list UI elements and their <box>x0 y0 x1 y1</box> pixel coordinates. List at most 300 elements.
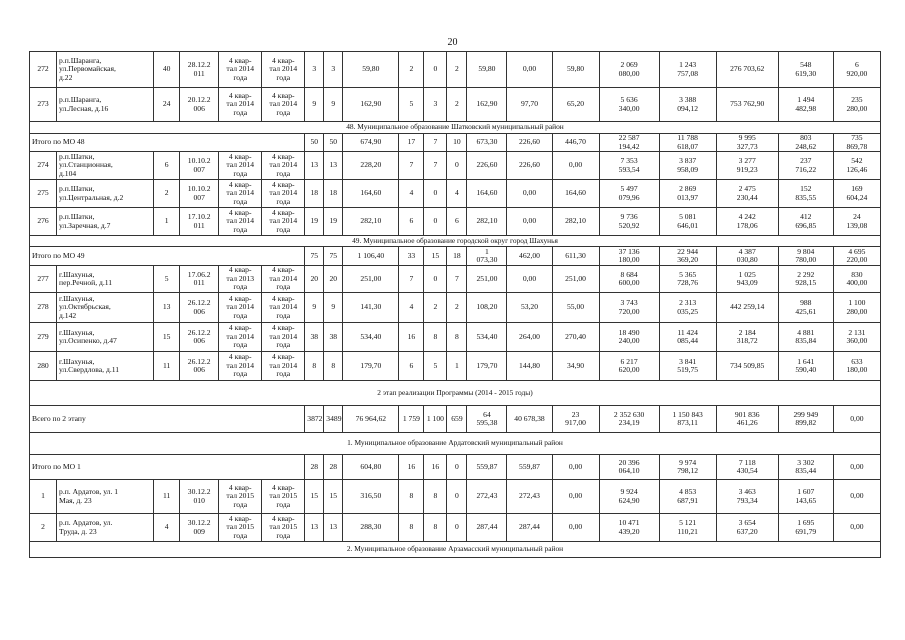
section-header-row <box>30 381 881 406</box>
table-cell: 162,90 <box>343 88 399 122</box>
table-cell: 3 743 720,00 <box>599 293 659 323</box>
table-cell: 0,00 <box>507 180 552 208</box>
address-cell: г.Шахунья, ул.Октябрьская, д.142 <box>57 293 154 323</box>
table-cell: 30.12.2 010 <box>180 480 219 514</box>
table-cell: 5 497 079,96 <box>599 180 659 208</box>
table-cell: 164,60 <box>467 180 507 208</box>
table-cell: 280 <box>30 352 57 381</box>
table-cell: 33 <box>399 247 424 266</box>
table-cell: 251,00 <box>552 266 599 293</box>
table-cell: 0,00 <box>507 52 552 88</box>
table-cell: 442 259,14 <box>716 293 778 323</box>
table-cell: 4 квар- тал 2014 года <box>262 52 305 88</box>
total-label: Итого по МО 48 <box>30 134 305 152</box>
table-cell: 272,43 <box>467 480 507 514</box>
table-cell: 28 <box>324 455 343 480</box>
table-cell: 4 квар- тал 2015 года <box>219 480 262 514</box>
table-cell: 8 684 600,00 <box>599 266 659 293</box>
table-cell: 141,30 <box>343 293 399 323</box>
table-cell: 10 <box>447 134 467 152</box>
table-cell: 38 <box>305 323 324 352</box>
table-cell: 108,20 <box>467 293 507 323</box>
table-cell: 446,70 <box>552 134 599 152</box>
table-cell: 753 762,90 <box>716 88 778 122</box>
table-cell: 30.12.2 009 <box>180 514 219 542</box>
table-cell: 272,43 <box>507 480 552 514</box>
table-cell: 16 <box>399 323 424 352</box>
table-cell: 17.06.2 011 <box>180 266 219 293</box>
table-cell: 735 869,78 <box>833 134 880 152</box>
table-cell: 4 квар- тал 2014 года <box>219 52 262 88</box>
table-cell: 76 964,62 <box>343 406 399 433</box>
table-cell: 3 463 793,34 <box>716 480 778 514</box>
table-cell: 6 <box>154 152 180 180</box>
page-number: 20 <box>447 37 458 48</box>
address-cell: р.п.Шаранга, ул.Лесная, д.16 <box>57 88 154 122</box>
section-header-row <box>30 433 881 455</box>
table-cell: 548 619,30 <box>778 52 833 88</box>
table-cell: 3 <box>324 52 343 88</box>
table-cell: 5 365 728,76 <box>659 266 716 293</box>
table-cell: 2 <box>154 180 180 208</box>
table-cell: 5 <box>424 352 447 381</box>
table-cell: 273 <box>30 88 57 122</box>
table-cell: 23 917,00 <box>552 406 599 433</box>
table-body <box>30 52 881 558</box>
table-cell: 0,00 <box>507 266 552 293</box>
table-cell: 7 <box>447 266 467 293</box>
table-cell: 18 <box>324 180 343 208</box>
table-cell: 40 <box>154 52 180 88</box>
section-title: 2. Муниципальное образование Арзамасский муниципальный район <box>30 542 881 558</box>
table-row <box>30 180 881 208</box>
table-cell: 2 131 360,00 <box>833 323 880 352</box>
table-cell: 8 <box>399 514 424 542</box>
table-row <box>30 480 881 514</box>
table-cell: 50 <box>305 134 324 152</box>
table-cell: 282,10 <box>343 208 399 236</box>
table-cell: 7 <box>399 266 424 293</box>
table-cell: 3 654 637,20 <box>716 514 778 542</box>
table-cell: 299 949 899,82 <box>778 406 833 433</box>
table-cell: 279 <box>30 323 57 352</box>
table-cell: 278 <box>30 293 57 323</box>
table-cell: 8 <box>399 480 424 514</box>
table-cell: 97,70 <box>507 88 552 122</box>
table-cell: 288,30 <box>343 514 399 542</box>
table-cell: 0 <box>447 455 467 480</box>
table-cell: 9 <box>324 293 343 323</box>
table-cell: 22 587 194,42 <box>599 134 659 152</box>
table-cell: 237 716,22 <box>778 152 833 180</box>
table-cell: 152 835,55 <box>778 180 833 208</box>
section-header-row <box>30 122 881 134</box>
table-row <box>30 152 881 180</box>
table-cell: 10.10.2 007 <box>180 180 219 208</box>
table-cell: 901 836 461,26 <box>716 406 778 433</box>
table-cell: 674,90 <box>343 134 399 152</box>
table-cell: 18 <box>447 247 467 266</box>
table-cell: 4 квар- тал 2014 года <box>219 352 262 381</box>
table-cell: 38 <box>324 323 343 352</box>
table-cell: 3 837 958,09 <box>659 152 716 180</box>
address-cell: р.п.Шатки, ул.Центральная, д.2 <box>57 180 154 208</box>
table-cell: 5 636 340,00 <box>599 88 659 122</box>
table-cell: 2 184 318,72 <box>716 323 778 352</box>
table-cell: 24 <box>154 88 180 122</box>
table-cell: 0,00 <box>552 514 599 542</box>
table-cell: 22 944 369,20 <box>659 247 716 266</box>
table-cell: 1 025 943,09 <box>716 266 778 293</box>
table-cell: 34,90 <box>552 352 599 381</box>
table-cell: 2 352 630 234,19 <box>599 406 659 433</box>
table-cell: 59,80 <box>552 52 599 88</box>
table-cell: 0,00 <box>833 406 880 433</box>
table-cell: 4 квар- тал 2015 года <box>262 480 305 514</box>
table-cell: 9 <box>305 293 324 323</box>
table-row <box>30 293 881 323</box>
table-cell: 179,70 <box>343 352 399 381</box>
table-cell: 8 <box>305 352 324 381</box>
table-cell: 17 <box>399 134 424 152</box>
table-cell: 0,00 <box>552 455 599 480</box>
table-cell: 15 <box>154 323 180 352</box>
table-cell: 282,10 <box>552 208 599 236</box>
table-cell: 251,00 <box>343 266 399 293</box>
table-cell: 11 <box>154 352 180 381</box>
total-label: Всего по 2 этапу <box>30 406 305 433</box>
table-cell: 179,70 <box>467 352 507 381</box>
table-cell: 1 243 757,08 <box>659 52 716 88</box>
table-cell: 2 <box>424 293 447 323</box>
table-cell: 75 <box>305 247 324 266</box>
address-cell: р.п.Шатки, ул.Заречная, д.7 <box>57 208 154 236</box>
table-cell: 1 494 482,98 <box>778 88 833 122</box>
table-cell: 2 869 013,97 <box>659 180 716 208</box>
table-cell: 264,00 <box>507 323 552 352</box>
table-cell: 20 396 064,10 <box>599 455 659 480</box>
table-cell: 8 <box>324 352 343 381</box>
table-cell: 5 <box>399 88 424 122</box>
table-cell: 988 425,61 <box>778 293 833 323</box>
table-cell: 1 641 590,40 <box>778 352 833 381</box>
total-label: Итого по МО 49 <box>30 247 305 266</box>
table-cell: 8 <box>424 323 447 352</box>
table-cell: 65,20 <box>552 88 599 122</box>
table-cell: 13 <box>154 293 180 323</box>
address-cell: г.Шахунья, ул.Свердлова, д.11 <box>57 352 154 381</box>
table-cell: 18 <box>305 180 324 208</box>
table-cell: 734 509,85 <box>716 352 778 381</box>
table-cell: 1 100 280,00 <box>833 293 880 323</box>
table-cell: 287,44 <box>467 514 507 542</box>
table-cell: 282,10 <box>467 208 507 236</box>
table-cell: 3489 <box>324 406 343 433</box>
address-cell: г.Шахунья, ул.Осипенко, д.47 <box>57 323 154 352</box>
table-cell: 2 <box>447 88 467 122</box>
table-row <box>30 323 881 352</box>
table-cell: 20.12.2 006 <box>180 88 219 122</box>
table-cell: 803 248,62 <box>778 134 833 152</box>
table-cell: 5 081 646,01 <box>659 208 716 236</box>
total-label: Итого по МО 1 <box>30 455 305 480</box>
table-cell: 9 736 520,92 <box>599 208 659 236</box>
section-header-row <box>30 542 881 558</box>
table-cell: 604,80 <box>343 455 399 480</box>
table-cell: 534,40 <box>467 323 507 352</box>
table-cell: 15 <box>305 480 324 514</box>
table-cell: 18 490 240,00 <box>599 323 659 352</box>
table-cell: 6 <box>399 208 424 236</box>
table-cell: 1 <box>154 208 180 236</box>
table-cell: 226,60 <box>467 152 507 180</box>
table-cell: 0,00 <box>833 480 880 514</box>
table-cell: 164,60 <box>552 180 599 208</box>
table-cell: 15 <box>324 480 343 514</box>
table-row <box>30 514 881 542</box>
table-cell: 270,40 <box>552 323 599 352</box>
table-cell: 0,00 <box>552 152 599 180</box>
table-cell: 277 <box>30 266 57 293</box>
table-cell: 11 <box>154 480 180 514</box>
housing-program-table <box>29 51 881 558</box>
table-cell: 13 <box>305 514 324 542</box>
table-cell: 4 квар- тал 2014 года <box>219 180 262 208</box>
table-cell: 228,20 <box>343 152 399 180</box>
section-title: 1. Муниципальное образование Ардатовский муниципальный район <box>30 433 881 455</box>
table-cell: 4 квар- тал 2013 года <box>219 266 262 293</box>
table-cell: 4 квар- тал 2014 года <box>262 208 305 236</box>
table-cell: 1 759 <box>399 406 424 433</box>
table-cell: 4 квар- тал 2015 года <box>219 514 262 542</box>
table-cell: 542 126,46 <box>833 152 880 180</box>
table-cell: 26.12.2 006 <box>180 323 219 352</box>
table-cell: 3 277 919,23 <box>716 152 778 180</box>
table-cell: 4 квар- тал 2014 года <box>219 88 262 122</box>
table-cell: 37 136 180,00 <box>599 247 659 266</box>
table-cell: 1 <box>447 352 467 381</box>
table-cell: 4 387 030,80 <box>716 247 778 266</box>
table-cell: 164,60 <box>343 180 399 208</box>
table-cell: 673,30 <box>467 134 507 152</box>
table-cell: 9 804 780,00 <box>778 247 833 266</box>
total-row <box>30 247 881 266</box>
table-cell: 6 920,00 <box>833 52 880 88</box>
table-cell: 534,40 <box>343 323 399 352</box>
address-cell: р.п.Шатки, ул.Станционная, д.104 <box>57 152 154 180</box>
table-cell: 40 678,38 <box>507 406 552 433</box>
table-cell: 8 <box>447 323 467 352</box>
table-cell: 20 <box>305 266 324 293</box>
table-cell: 276 <box>30 208 57 236</box>
total-row <box>30 134 881 152</box>
table-cell: 19 <box>324 208 343 236</box>
table-cell: 13 <box>324 152 343 180</box>
table-cell: 9 974 798,12 <box>659 455 716 480</box>
table-cell: 4 242 178,06 <box>716 208 778 236</box>
table-cell: 1 150 843 873,11 <box>659 406 716 433</box>
table-cell: 10.10.2 007 <box>180 152 219 180</box>
table-cell: 0,00 <box>833 455 880 480</box>
table-cell: 633 180,00 <box>833 352 880 381</box>
table-cell: 24 139,08 <box>833 208 880 236</box>
section-title: 49. Муниципальное образование городской округ город Шахунья <box>30 236 881 247</box>
table-cell: 2 292 928,15 <box>778 266 833 293</box>
table-cell: 0 <box>424 52 447 88</box>
table-cell: 2 <box>447 52 467 88</box>
address-cell: р.п. Ардатов, ул. 1 Мая, д. 23 <box>57 480 154 514</box>
table-cell: 2 <box>447 293 467 323</box>
section-header-row <box>30 236 881 247</box>
table-cell: 0 <box>447 514 467 542</box>
table-cell: 3 302 835,44 <box>778 455 833 480</box>
table-cell: 4 квар- тал 2014 года <box>262 323 305 352</box>
table-cell: 226,60 <box>507 134 552 152</box>
table-cell: 75 <box>324 247 343 266</box>
table-cell: 6 217 620,00 <box>599 352 659 381</box>
table-cell: 3 <box>424 88 447 122</box>
address-cell: р.п.Шаранга, ул.Первомайская, д.22 <box>57 52 154 88</box>
table-cell: 0,00 <box>552 480 599 514</box>
table-cell: 287,44 <box>507 514 552 542</box>
table-cell: 276 703,62 <box>716 52 778 88</box>
table-cell: 1 106,40 <box>343 247 399 266</box>
table-cell: 9 <box>324 88 343 122</box>
address-cell: г.Шахунья, пер.Речной, д.11 <box>57 266 154 293</box>
table-cell: 4 квар- тал 2015 года <box>262 514 305 542</box>
table-cell: 8 <box>424 514 447 542</box>
table-cell: 559,87 <box>507 455 552 480</box>
table-cell: 1 073,30 <box>467 247 507 266</box>
table-cell: 64 595,38 <box>467 406 507 433</box>
table-cell: 0 <box>447 152 467 180</box>
table-cell: 659 <box>447 406 467 433</box>
table-cell: 5 121 110,21 <box>659 514 716 542</box>
address-cell: р.п. Ардатов, ул. Труда, д. 23 <box>57 514 154 542</box>
table-cell: 20 <box>324 266 343 293</box>
table-cell: 4 квар- тал 2014 года <box>262 266 305 293</box>
table-cell: 9 <box>305 88 324 122</box>
total-row <box>30 406 881 433</box>
table-cell: 7 <box>424 134 447 152</box>
table-cell: 162,90 <box>467 88 507 122</box>
table-cell: 3 <box>305 52 324 88</box>
table-cell: 28 <box>305 455 324 480</box>
table-cell: 4 квар- тал 2014 года <box>262 180 305 208</box>
total-row <box>30 455 881 480</box>
table-cell: 0,00 <box>833 514 880 542</box>
table-cell: 7 118 430,54 <box>716 455 778 480</box>
table-row <box>30 208 881 236</box>
table-cell: 55,00 <box>552 293 599 323</box>
table-cell: 2 475 230,44 <box>716 180 778 208</box>
table-cell: 1 695 691,79 <box>778 514 833 542</box>
table-cell: 272 <box>30 52 57 88</box>
table-cell: 251,00 <box>467 266 507 293</box>
table-cell: 16 <box>424 455 447 480</box>
table-cell: 0 <box>424 266 447 293</box>
table-cell: 275 <box>30 180 57 208</box>
table-row <box>30 88 881 122</box>
table-cell: 0 <box>447 480 467 514</box>
table-cell: 26.12.2 006 <box>180 352 219 381</box>
table-cell: 7 <box>424 152 447 180</box>
table-cell: 3 841 519,75 <box>659 352 716 381</box>
table-cell: 830 400,00 <box>833 266 880 293</box>
table-cell: 4 853 687,91 <box>659 480 716 514</box>
table-cell: 9 995 327,73 <box>716 134 778 152</box>
table-cell: 4 <box>447 180 467 208</box>
table-cell: 50 <box>324 134 343 152</box>
table-cell: 16 <box>399 455 424 480</box>
table-cell: 1 607 143,65 <box>778 480 833 514</box>
table-row <box>30 52 881 88</box>
table-cell: 9 924 624,90 <box>599 480 659 514</box>
table-cell: 19 <box>305 208 324 236</box>
table-cell: 4 <box>399 293 424 323</box>
table-cell: 4 <box>399 180 424 208</box>
table-cell: 0,00 <box>507 208 552 236</box>
table-cell: 5 <box>154 266 180 293</box>
table-cell: 8 <box>424 480 447 514</box>
table-cell: 4 квар- тал 2014 года <box>262 352 305 381</box>
table-cell: 4 881 835,84 <box>778 323 833 352</box>
table-cell: 144,80 <box>507 352 552 381</box>
table-cell: 4 квар- тал 2014 года <box>262 88 305 122</box>
table-cell: 59,80 <box>467 52 507 88</box>
table-cell: 17.10.2 011 <box>180 208 219 236</box>
table-cell: 4 квар- тал 2014 года <box>262 293 305 323</box>
table-cell: 316,50 <box>343 480 399 514</box>
section-title: 2 этап реализации Программы (2014 - 2015 годы) <box>30 381 881 406</box>
table-cell: 412 696,85 <box>778 208 833 236</box>
table-cell: 6 <box>447 208 467 236</box>
table-cell: 2 069 080,00 <box>599 52 659 88</box>
table-cell: 53,20 <box>507 293 552 323</box>
table-cell: 1 <box>30 480 57 514</box>
table-cell: 59,80 <box>343 52 399 88</box>
table-cell: 3872 <box>305 406 324 433</box>
table-cell: 2 <box>399 52 424 88</box>
table-cell: 4 квар- тал 2014 года <box>219 293 262 323</box>
table-cell: 11 788 618,07 <box>659 134 716 152</box>
table-cell: 10 471 439,20 <box>599 514 659 542</box>
table-cell: 13 <box>324 514 343 542</box>
table-cell: 28.12.2 011 <box>180 52 219 88</box>
table-cell: 462,00 <box>507 247 552 266</box>
table-cell: 4 <box>154 514 180 542</box>
table-cell: 0 <box>424 208 447 236</box>
table-row <box>30 266 881 293</box>
table-cell: 11 424 085,44 <box>659 323 716 352</box>
table-cell: 15 <box>424 247 447 266</box>
table-cell: 4 квар- тал 2014 года <box>219 152 262 180</box>
table-cell: 7 353 593,54 <box>599 152 659 180</box>
table-cell: 226,60 <box>507 152 552 180</box>
table-cell: 4 квар- тал 2014 года <box>219 208 262 236</box>
table-cell: 6 <box>399 352 424 381</box>
table-cell: 274 <box>30 152 57 180</box>
table-cell: 3 388 094,12 <box>659 88 716 122</box>
table-cell: 26.12.2 006 <box>180 293 219 323</box>
table-cell: 4 квар- тал 2014 года <box>262 152 305 180</box>
table-row <box>30 352 881 381</box>
table-cell: 4 квар- тал 2014 года <box>219 323 262 352</box>
table-cell: 2 313 035,25 <box>659 293 716 323</box>
table-cell: 169 604,24 <box>833 180 880 208</box>
table-cell: 235 280,00 <box>833 88 880 122</box>
table-cell: 559,87 <box>467 455 507 480</box>
